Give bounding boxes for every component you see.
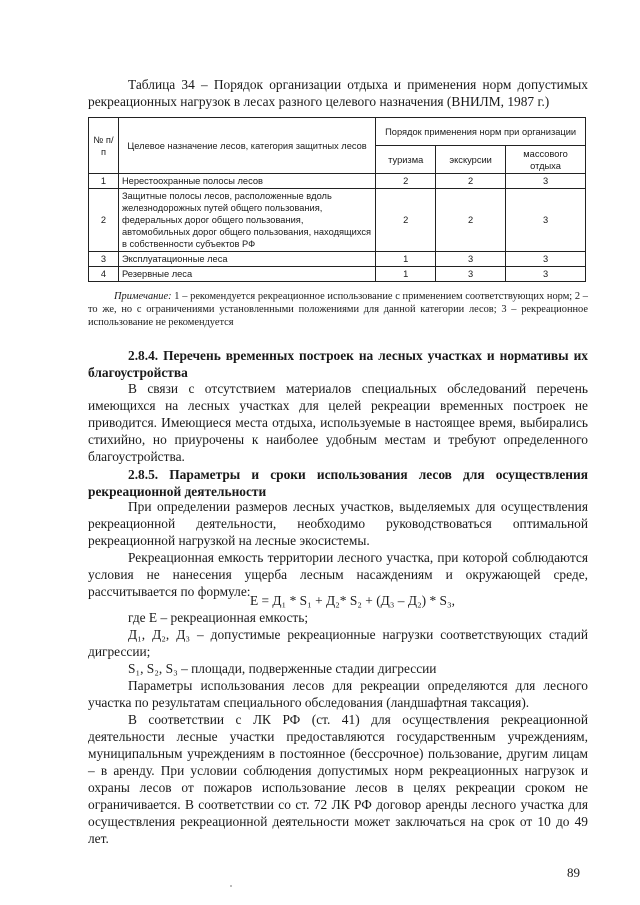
cell-tourism: 1 (376, 252, 436, 267)
header-order: Порядок применения норм при организации (376, 118, 586, 146)
row-num: 3 (89, 252, 119, 267)
paragraph-legal: В соответствии с ЛК РФ (ст. 41) для осуществления рекреационной деятельности лесные участки предоставляются государственным учреждениям, муниципальным учреждениям в постоянное (бессрочное) пользование, другим лицам – в аренду. При условии соблюдения допустимых норм рекреационных нагрузок и охраны лесов от пожаров использование лесов в целях рекреации сроком не ограничивается. В соответствии со ст. 72 ЛК РФ договор аренды лесного участка для осуществления рекреационной деятельности может заключаться на срок от 10 до 49 лет. (88, 712, 588, 846)
header-excursion: экскурсии (436, 146, 506, 174)
row-name: Защитные полосы лесов, расположенные вдоль железнодорожных путей общего пользования, федеральных дорог общего пользования, автомобильных дорог общего пользования, находящихся в собственности субъектов РФ (118, 189, 375, 252)
table-caption: Таблица 34 – Порядок организации отдыха и применения норм допустимых рекреационных нагрузок в лесах разного целевого назначения (ВНИЛМ, 1987 г.) (88, 77, 588, 109)
cell-excursion: 2 (436, 189, 506, 252)
cell-excursion: 3 (436, 267, 506, 282)
table-row (89, 189, 586, 252)
row-name: Эксплуатационные леса (118, 252, 375, 267)
section-heading-2-8-4: 2.8.4. Перечень временных построек на лесных участках и нормативы их благоустройства (88, 348, 588, 380)
row-name: Нерестоохранные полосы лесов (118, 174, 375, 189)
cell-tourism: 2 (376, 189, 436, 252)
table-row (89, 252, 586, 267)
paragraph-parameters: При определении размеров лесных участков, выделяемых для осуществления рекреационной деятельности, необходимо руководствоваться оптимальной рекреационной нагрузкой на лесные экосистемы. (88, 499, 588, 548)
formula-legend-e: где E – рекреационная емкость; (128, 610, 309, 625)
row-name: Резервные леса (118, 267, 375, 282)
cell-mass: 3 (506, 174, 586, 189)
formula-legend-s: S₁, S₂, S₃ – площади, подверженные стадии дигрессии (128, 661, 437, 676)
note-text: 1 – рекомендуется рекреационное использование с применением соответствующих норм; 2 – то же, но с ограничениями установленными положениями для данной категории лесов; 3 – рекреационное использование не рекомендуется (88, 291, 588, 329)
paragraph-capacity: Рекреационная емкость территории лесного участка, при которой соблюдаются условия не нанесения ущерба лесным насаждениям и окружающей среде, рассчитывается по формуле: (88, 550, 588, 599)
table-note (88, 290, 588, 330)
header-purpose: Целевое назначение лесов, категория защитных лесов (118, 118, 375, 174)
header-num: № п/п (89, 118, 119, 174)
section-heading-2-8-5: 2.8.5. Параметры и сроки использования лесов для осуществления рекреационной деятельности (88, 467, 588, 499)
cell-excursion: 2 (436, 174, 506, 189)
page-number: 89 (567, 865, 580, 880)
recreation-norms-table (88, 117, 586, 282)
table-row (89, 174, 586, 189)
row-num: 1 (89, 174, 119, 189)
cell-mass: 3 (506, 252, 586, 267)
note-label: Примечание: (114, 291, 172, 302)
cell-excursion: 3 (436, 252, 506, 267)
paragraph-survey: Параметры использования лесов для рекреации определяются для лесного участка по результатам специального обследования (ландшафтная таксация). (88, 678, 588, 710)
header-mass: массового отдыха (506, 146, 586, 174)
row-num: 4 (89, 267, 119, 282)
row-num: 2 (89, 189, 119, 252)
cell-tourism: 1 (376, 267, 436, 282)
cell-mass: 3 (506, 267, 586, 282)
table-row (89, 267, 586, 282)
header-tourism: туризма (376, 146, 436, 174)
paragraph-2-8-4: В связи с отсутствием материалов специальных обследований перечень имеющихся на лесных участках для целей рекреации временных построек не приводится. Имеющиеся места отдыха, используемые в настоящее время, выбирались стихийно, но приурочены к наиболее удобным местам и требуют определенного благоустройства. (88, 381, 588, 464)
capacity-formula: E = Д₁ * S₁ + Д₂* S₂ + (Д₃ – Д₂) * S₃, (250, 593, 455, 608)
cell-mass: 3 (506, 189, 586, 252)
scan-speck (230, 885, 232, 887)
cell-tourism: 2 (376, 174, 436, 189)
formula-legend-d: Д₁, Д₂, Д₃ – допустимые рекреационные нагрузки соответствующих стадий дигрессии; (88, 627, 588, 659)
